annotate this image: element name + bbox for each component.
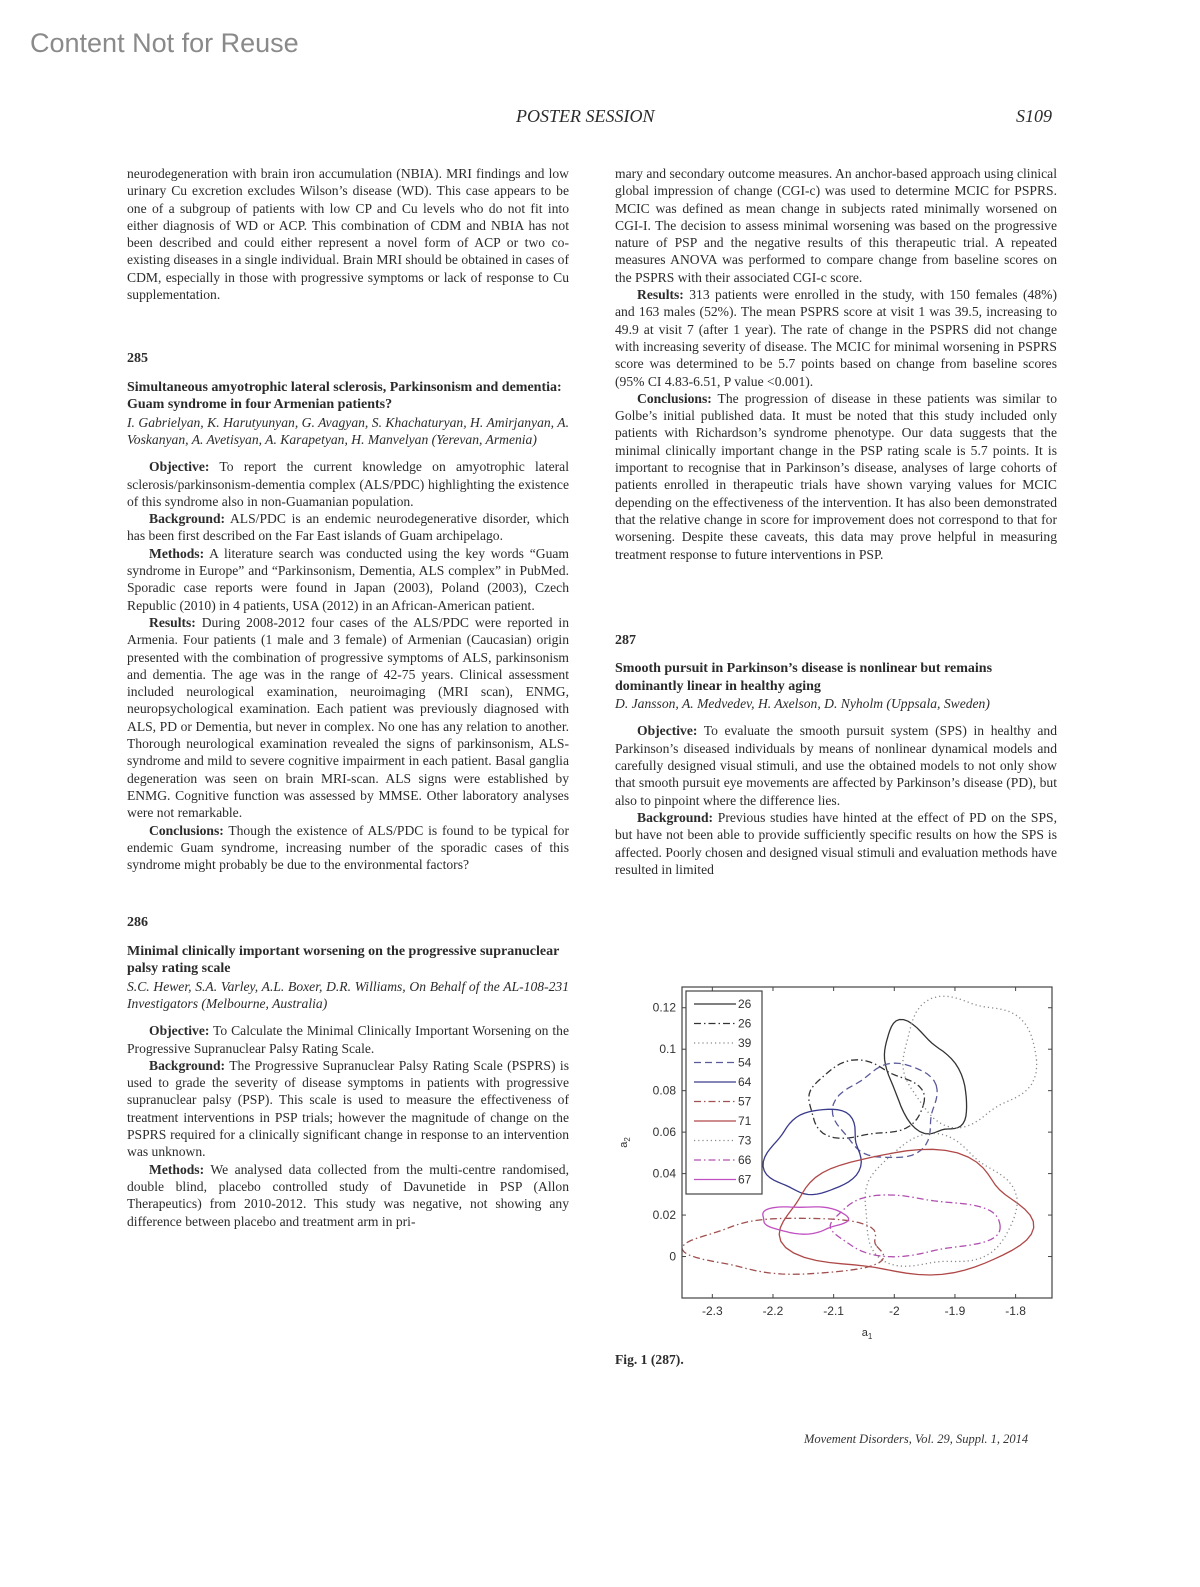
svg-text:-2.3: -2.3 [701, 1304, 723, 1318]
continuation-text: mary and secondary outcome measures. An anchor-based approach using clinical global impression of change (CGI-c) was used to determine MCIC for PSPRS. MCIC was defined as mean change in subjects rated minimally worsened on CGI-I. The decision to assess minimal worsening was based on the progressive nature of PSP and the negative results of this therapeutic trial. A repeated measures ANOVA was performed to compare change from baseline scores on the PSPRS with their associated CGI-c score. [615, 166, 1057, 285]
figure-caption: Fig. 1 (287). [615, 1352, 684, 1367]
abstract-number: 287 [615, 632, 636, 648]
svg-text:-1.9: -1.9 [944, 1304, 966, 1318]
objective-label: Objective: [149, 459, 210, 475]
objective-text: To evaluate the smooth pursuit system (SPS) in healthy and Parkinson’s diseased individuals by means of nonlinear dynamical models and carefully designed visual stimuli, and use the obtained models to not only show that smooth pursuit eye movements are affected by Parkinson’s disease (PD), but also to pinpoint where the difference lies. [615, 723, 1057, 808]
background-text: The Progressive Supranuclear Palsy Rating Scale (PSPRS) is used to grade the severity of disease symptoms in patients with progressive supranuclear palsy (PSP). This scale is used to measure the effectiveness of treatment interventions in PSP trials; however the magnitude of change on the PSPRS required for a clinically significant change in response to an intervention was unknown. [127, 1057, 569, 1160]
svg-text:39: 39 [738, 1036, 752, 1050]
abstract-authors: I. Gabrielyan, K. Harutyunyan, G. Avagyan, S. Khachaturyan, H. Amirjanyan, A. Voskanyan, A. Avetisyan, A. Karapetyan, H. Manvelyan (Yerevan, Armenia) [127, 414, 569, 447]
methods-text: We analysed data collected from the multi-centre randomised, double blind, placebo controlled study of Davunetide in PSP (Allon Therapeutics) from 2010-2012. This study was negative, not showing any difference between placebo and treatment arm in pri- [127, 1161, 569, 1229]
section-title: POSTER SESSION [516, 106, 655, 126]
series-contour-54 [832, 1063, 937, 1157]
svg-text:0.04: 0.04 [652, 1166, 676, 1181]
abstract-authors: D. Jansson, A. Medvedev, H. Axelson, D. Nyholm (Uppsala, Sweden) [615, 696, 990, 712]
svg-text:0: 0 [669, 1249, 676, 1264]
conclusions-text: Though the existence of ALS/PDC is found to be typical for endemic Guam syndrome, increasing number of the sporadic cases of this syndrome might probably be due to the environmental factors? [127, 822, 569, 873]
svg-text:0.1: 0.1 [659, 1042, 676, 1057]
svg-text:a2: $a_2$ [618, 1137, 632, 1148]
svg-text:-2.2: -2.2 [762, 1304, 784, 1318]
objective-label: Objective: [149, 1023, 210, 1039]
results-paragraph [127, 614, 569, 822]
methods-text: A literature search was conducted using the key words “Guam syndrome in Europe” and “Parkinsonism, Dementia, ALS complex” in PubMed. Sporadic case reports were found in Japan (2003), Poland (2003), Czech Republic (2010) in 4 patients, USA (2012) in an African-American patient. [127, 545, 569, 613]
background-text: Previous studies have hinted at the effect of PD on the SPS, but have not been able to provide sufficiently specific results on how the SPS is affected. Poorly chosen and designed visual stimuli and evaluation methods have resulted in limited [615, 809, 1057, 877]
svg-text:-2: -2 [888, 1304, 900, 1318]
background-label: Background: [149, 1057, 226, 1073]
svg-text:66: 66 [738, 1153, 752, 1167]
background-paragraph [127, 1057, 569, 1161]
objective-text: To Calculate the Minimal Clinically Important Worsening on the Progressive Supranuclear Palsy Rating Scale. [127, 1023, 569, 1056]
watermark: Content Not for Reuse [30, 28, 299, 58]
background-paragraph [127, 510, 569, 545]
svg-text:0.08: 0.08 [652, 1083, 676, 1098]
right-column [615, 165, 1057, 878]
series-contour-57 [682, 1218, 884, 1274]
background-text: ALS/PDC is an endemic neurodegenerative disorder, which has been first described on the Far East islands of Guam archipelago. [127, 511, 569, 544]
series-contour-26 [884, 1020, 966, 1134]
continuation-text: neurodegeneration with brain iron accumulation (NBIA). MRI findings and low urinary Cu excretion excludes Wilson’s disease (WD). This case appears to be one of a subgroup of patients with low CP and Cu levels who do not fit into either diagnosis of WD or ACP. This combination of CDM and NBIA has not been described and could either represent a novel form of ACP or two co-existing diseases in a single individual. Brain MRI should be obtained in cases of CDM, especially in those with progressive symptoms or lack of response to Cu supplementation. [127, 166, 569, 303]
objective-paragraph [127, 1022, 569, 1057]
objective-paragraph [127, 458, 569, 510]
objective-label: Objective: [637, 723, 698, 739]
results-label: Results: [149, 614, 196, 630]
abstract-number: 286 [127, 915, 148, 931]
chart-legend [686, 991, 762, 1194]
svg-text:26: 26 [738, 1016, 752, 1031]
results-text: During 2008-2012 four cases of the ALS/PDC were reported in Armenia. Four patients (1 male and 3 female) of Armenian (Caucasian) origin presented with the combination of progressive symptoms of ALS, parkinsonism and dementia. The age was in the range of 42-75 years. Clinical assessment included neurological examination, neuroimaging (MRI scan), ENMG, neuropsychological examination. Each patient was previously diagnosed with ALS, PD or Dementia, but never in complex. No one has any relation to another. Thorough neurological examination revealed the signs of parkinsonism, ALS-syndrome and mild to severe cognitive impairment in each patient. Basal ganglia degeneration was seen on brain MRI-scan. ALS signs were established by ENMG. Cognitive function was assessed by MMSE. Other laboratory analyses were not remarkable. [127, 614, 569, 821]
series-contour-66 [830, 1195, 1000, 1257]
svg-text:0.02: 0.02 [652, 1208, 676, 1223]
results-paragraph [615, 286, 1057, 390]
results-label: Results: [637, 287, 684, 303]
conclusions-text: The progression of disease in these patients was similar to Golbe’s initial published data. It must be noted that this study included only patients with Richardson’s syndrome phenotype. Our data suggests that the minimal clinically important change in the PSP rating scale is 5.7 points. It is important to recognise that in Parkinson’s disease, analyses of large cohorts of patients enrolled in therapeutic trials have shown varying values for MCIC depending on the effectiveness of the intervention. It has also been demonstrated that the relative change in score for improvement does not correspond to that for worsening. Despite these caveats, this data may prove helpful in measuring treatment response to future interventions in PSP. [615, 390, 1057, 562]
series-contour-67 [763, 1207, 849, 1234]
contour-plot [615, 980, 1070, 1340]
abstract-title: Minimal clinically important worsening on the progressive supranuclear palsy rating scale [127, 943, 560, 977]
journal-footer: Movement Disorders, Vol. 29, Suppl. 1, 2014 [804, 1432, 1029, 1446]
series-contour-39 [903, 996, 1037, 1128]
results-text: 313 patients were enrolled in the study, with 150 females (48%) and 163 males (52%). The mean PSPRS score at visit 1 was 39.5, increasing to 49.9 at visit 7 (after 1 year). The rate of change in the PSPRS did not change with increasing severity of disease. The MCIC for minimal worsening in PSPRS score was determined to be 5.7 points based on change from baseline scores (95% CI 4.83-6.51, P value <0.001). [615, 287, 1057, 389]
svg-text:0.06: 0.06 [652, 1125, 676, 1140]
svg-text:57: 57 [738, 1094, 752, 1109]
abstract-number: 285 [127, 351, 148, 367]
background-label: Background: [149, 511, 226, 527]
svg-text:64: 64 [738, 1075, 752, 1089]
methods-label: Methods: [149, 1161, 205, 1177]
conclusions-paragraph [127, 822, 569, 874]
svg-text:26: 26 [738, 997, 752, 1011]
svg-text:67: 67 [738, 1172, 752, 1187]
svg-text:0.12: 0.12 [652, 1000, 676, 1015]
left-column [127, 165, 569, 1230]
svg-text:-1.8: -1.8 [1005, 1304, 1026, 1318]
series-contour-73 [865, 1133, 1017, 1266]
conclusions-label: Conclusions: [637, 390, 712, 406]
objective-paragraph [615, 722, 1057, 808]
conclusions-label: Conclusions: [149, 822, 224, 838]
figure-287-chart [615, 980, 1070, 1340]
svg-text:a1: $a_1$ [861, 1327, 873, 1340]
methods-paragraph [127, 1161, 569, 1230]
svg-text:-2.1: -2.1 [823, 1304, 844, 1318]
svg-text:73: 73 [738, 1133, 752, 1148]
background-paragraph [615, 809, 1057, 878]
methods-paragraph [127, 545, 569, 614]
abstract-title: Smooth pursuit in Parkinson’s disease is nonlinear but remains dominantly linear in healthy aging [615, 661, 993, 694]
series-contour-64 [763, 1109, 861, 1194]
background-label: Background: [637, 809, 714, 825]
abstract-authors: S.C. Hewer, S.A. Varley, A.L. Boxer, D.R. Williams, On Behalf of the AL-108-231 Investigators (Melbourne, Australia) [127, 978, 569, 1011]
svg-text:71: 71 [738, 1114, 752, 1128]
svg-text:54: 54 [738, 1055, 752, 1070]
series-contour-26 [809, 1060, 925, 1139]
objective-text: To report the current knowledge on amyotrophic lateral sclerosis/parkinsonism-dementia complex (ALS/PDC) highlighting the existence of this syndrome also in non-Guamanian population. [127, 459, 569, 509]
conclusions-paragraph [615, 390, 1057, 563]
abstract-title: Simultaneous amyotrophic lateral sclerosis, Parkinsonism and dementia: Guam syndrome in four Armenian patients? [127, 379, 562, 413]
page-number: S109 [1016, 106, 1052, 126]
methods-label: Methods: [149, 545, 205, 561]
